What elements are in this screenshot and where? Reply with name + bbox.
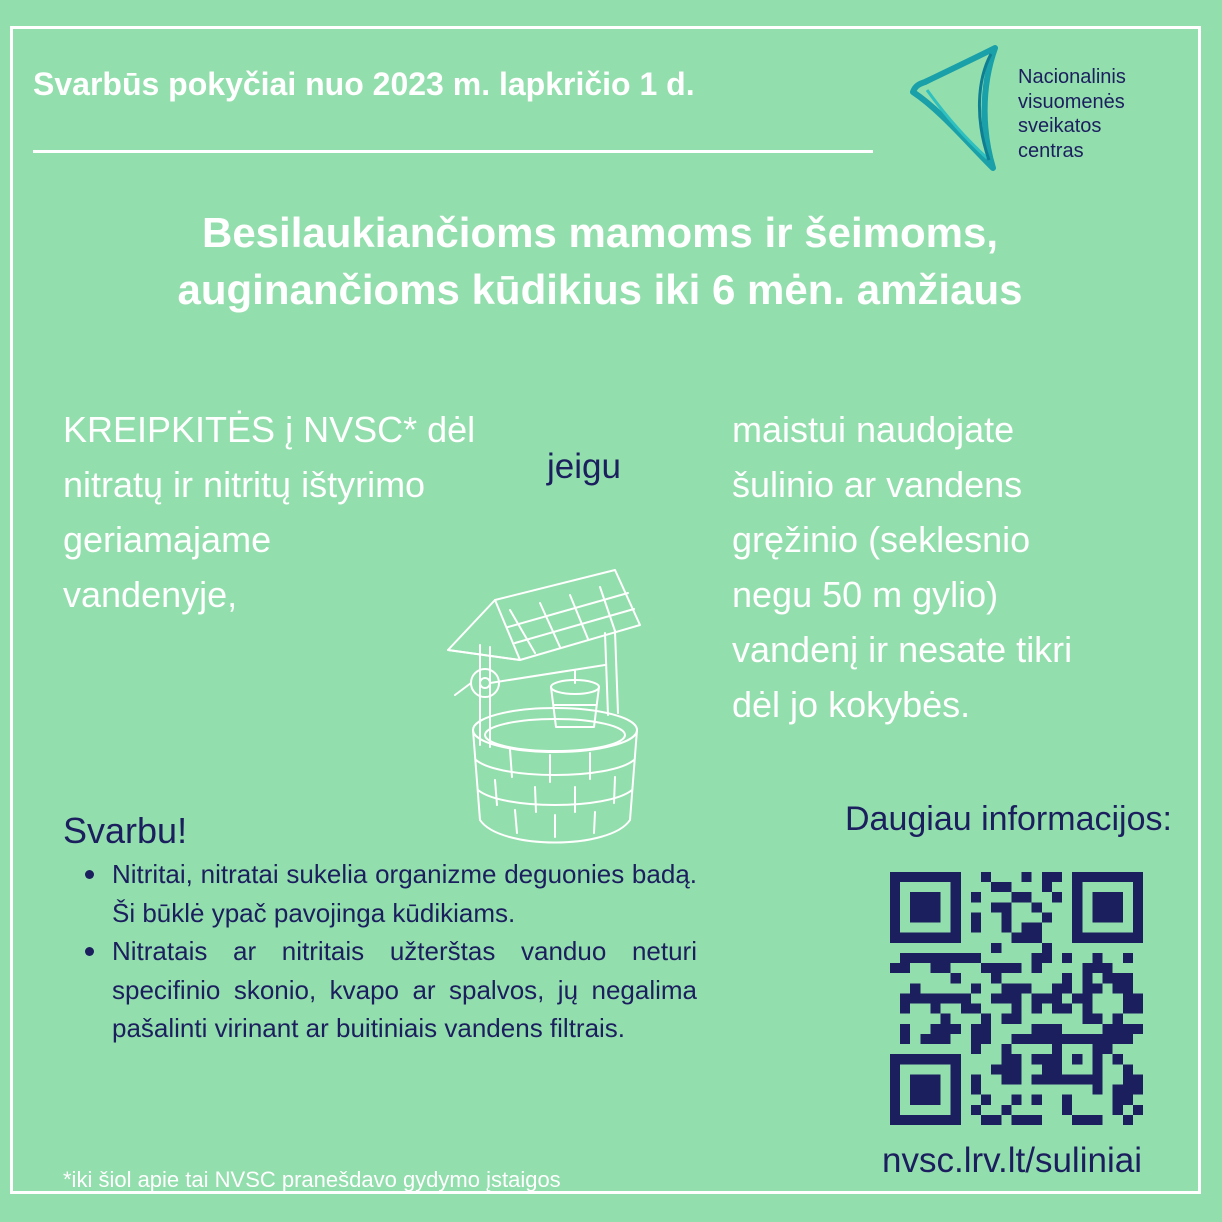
logo-line: Nacionalinis [1018,66,1126,88]
left-line: geriamajame [63,519,272,560]
list-item-text: Nitritai, nitratai sukelia organizme deguonies badą. Ši būklė ypač pavojinga kūdikiams. [112,859,697,928]
qr-code-icon[interactable] [890,872,1143,1125]
right-line: dėl jo kokybės. [732,684,971,725]
bullet-icon [85,947,94,956]
list-item-text: Nitratais ar nitritais užterštas vanduo neturi specifinio skonio, kvapo ar spalvos, jų negalima pašalinti virinant ar buitiniais vandens filtrais. [112,936,697,1043]
logo-line: sveikatos [1018,115,1102,137]
nvsc-logo [905,40,1155,180]
header-title: Svarbūs pokyčiai nuo 2023 m. lapkričio 1 d. [33,66,695,102]
logo-line: visuomenės [1018,90,1125,113]
left-line: KREIPKITĖS į NVSC* dėl [63,409,476,450]
logo-text [1018,65,1126,163]
list-item [80,932,697,1048]
well-illustration [440,565,670,855]
info-link[interactable]: nvsc.lrv.lt/suliniai [882,1141,1142,1180]
important-title: Svarbu! [63,810,188,851]
list-item [80,855,697,932]
more-info-label: Daugiau informacijos: [845,800,1172,838]
right-column-text [732,402,1172,732]
logo-line: centras [1018,139,1084,162]
bullet-icon [85,870,94,879]
header-divider [33,150,873,153]
left-line: nitratų ir nitritų ištyrimo [63,464,426,505]
well-illustration-icon [440,565,670,850]
headline-line: auginančioms kūdikius iki 6 mėn. amžiaus [177,266,1023,313]
right-line: negu 50 m gylio) [732,574,999,615]
right-line: maistui naudojate [732,409,1015,450]
right-line: gręžinio (seklesnio [732,519,1031,560]
left-line: vandenyje, [63,574,238,615]
headline-line: Besilaukiančioms mamoms ir šeimoms, [201,209,998,256]
right-line: šulinio ar vandens [732,464,1023,505]
footnote: *iki šiol apie tai NVSC pranešdavo gydymo įstaigos [63,1167,561,1192]
headline [60,204,1140,318]
important-list [80,855,697,1048]
right-line: vandenį ir nesate tikri [732,629,1073,670]
connector-word: jeigu [547,447,621,486]
nvsc-logo-icon [905,40,1015,180]
